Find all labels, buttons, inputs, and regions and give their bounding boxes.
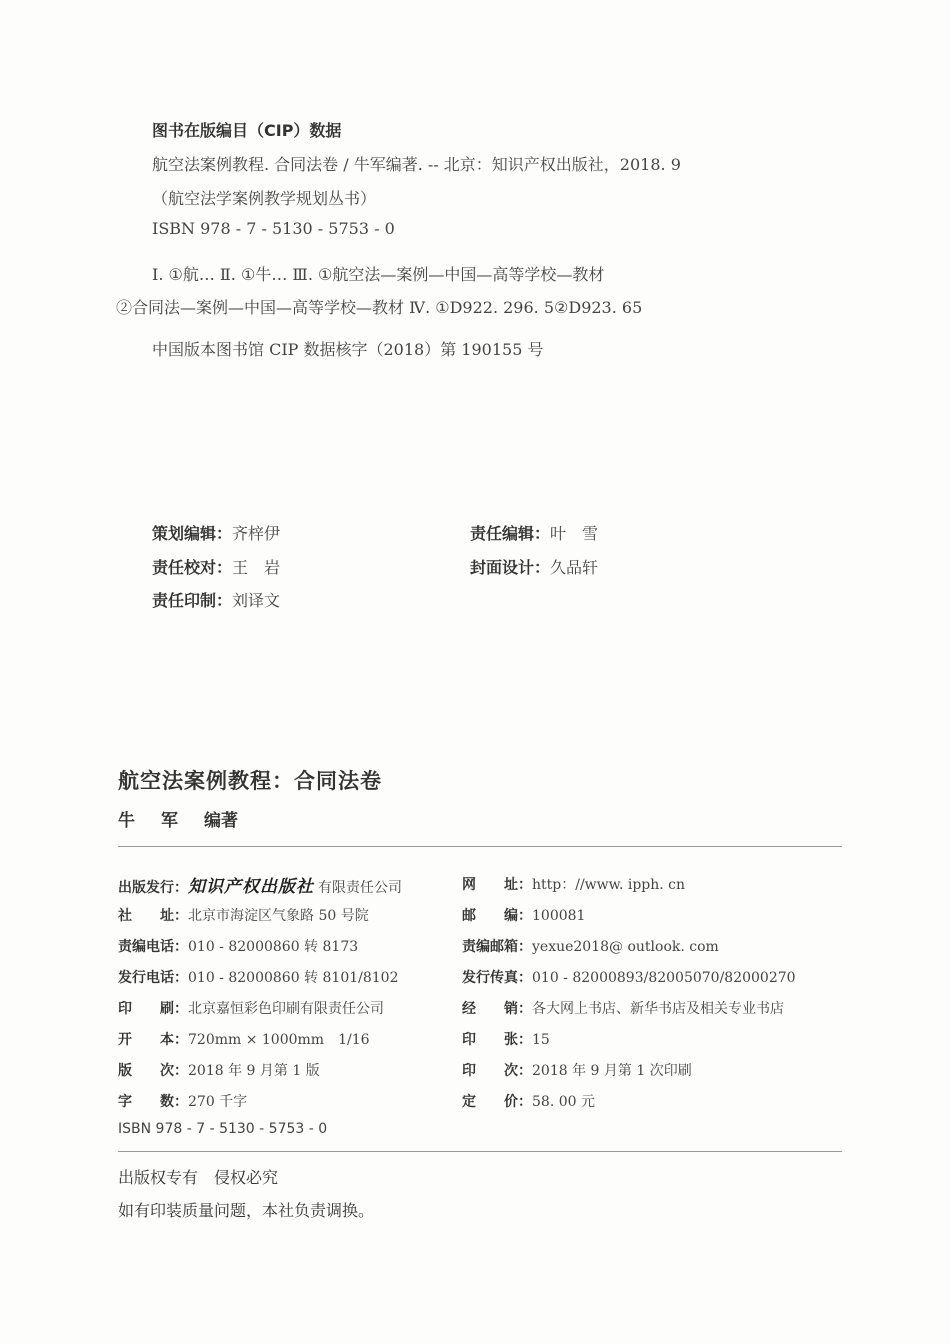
info-postcode-label: 邮 编： [462,908,532,924]
info-editor-email [462,936,719,956]
book-author [118,806,264,831]
info-dist-phone-value: 010 - 82000860 转 8101/8102 [188,970,399,986]
info-publisher-suffix: 有限责任公司 [318,880,402,896]
staff-planner-value: 齐梓伊 [232,524,281,543]
info-format [118,1029,370,1049]
staff-proof [152,555,280,578]
info-dist-fax-value: 010 - 82000893/82005070/82000270 [532,970,796,986]
cip-line-2: （航空法学案例教学规划丛书） [152,189,377,208]
divider-top [118,846,842,847]
staff-cover [470,555,598,578]
divider-bottom [118,1151,842,1152]
info-dist-phone [118,967,399,987]
info-impression [462,1060,692,1080]
staff-cover-value: 久品轩 [550,558,599,577]
author-char-1: 牛 [118,811,135,831]
info-seller-label: 经 销： [462,1001,532,1017]
info-seller-value: 各大网上书店、新华书店及相关专业书店 [532,1001,784,1017]
info-editor-phone [118,936,358,956]
info-format-label: 开 本： [118,1032,188,1048]
staff-print [152,588,280,611]
info-web-label: 网 址： [462,877,532,893]
staff-print-label: 责任印制： [152,591,233,610]
info-edition-value: 2018 年 9 月第 1 版 [188,1063,320,1079]
info-price-label: 定 价： [462,1094,532,1110]
info-sheets-value: 15 [532,1032,550,1048]
staff-planner-label: 策划编辑： [152,524,233,543]
cip-title: 图书在版编目（CIP）数据 [152,121,342,140]
info-address-value: 北京市海淀区气象路 50 号院 [188,908,369,924]
info-words [118,1091,247,1111]
info-sheets [462,1029,550,1049]
isbn-bottom: ISBN 978 - 7 - 5130 - 5753 - 0 [118,1121,328,1137]
quality-notice: 如有印装质量问题，本社负责调换。 [118,1201,375,1220]
info-postcode [462,905,585,925]
info-impression-label: 印 次： [462,1063,532,1079]
staff-editor-label: 责任编辑： [470,524,551,543]
info-dist-fax [462,967,796,987]
info-printer-value: 北京嘉恒彩色印刷有限责任公司 [188,1001,384,1017]
staff-print-value: 刘译文 [232,591,281,610]
info-printer-label: 印 刷： [118,1001,188,1017]
cip-isbn: ISBN 978 - 7 - 5130 - 5753 - 0 [152,219,395,238]
info-publisher [118,872,402,897]
publisher-logo: 知识产权出版社 [188,877,314,897]
info-dist-phone-label: 发行电话： [118,970,188,986]
info-format-value: 720mm × 1000mm 1/16 [188,1032,370,1048]
info-postcode-value: 100081 [532,908,586,924]
info-editor-phone-label: 责编电话： [118,939,188,955]
author-char-2: 军 [161,811,178,831]
info-web-value: http：//www. ipph. cn [532,877,686,893]
info-edition-label: 版 次： [118,1063,188,1079]
info-printer [118,998,384,1018]
cip-classification-2: ②合同法—案例—中国—高等学校—教材 Ⅳ. ①D922. 296. 5②D923. 65 [116,298,643,317]
info-words-label: 字 数： [118,1094,188,1110]
staff-proof-label: 责任校对： [152,558,233,577]
info-editor-email-label: 责编邮箱： [462,939,532,955]
info-address-label: 社 址： [118,908,188,924]
staff-cover-label: 封面设计： [470,558,551,577]
info-publisher-label: 出版发行： [118,880,188,896]
info-editor-phone-value: 010 - 82000860 转 8173 [188,939,359,955]
info-words-value: 270 千字 [188,1094,248,1110]
staff-planner [152,521,280,544]
info-seller [462,998,784,1018]
info-price-value: 58. 00 元 [532,1094,595,1110]
info-address [118,905,369,925]
staff-editor [470,521,598,544]
info-web [462,874,685,894]
cip-classification-1: Ⅰ. ①航… Ⅱ. ①牛… Ⅲ. ①航空法—案例—中国—高等学校—教材 [152,265,605,284]
info-editor-email-value: yexue2018@ outlook. com [532,939,719,955]
book-title: 航空法案例教程：合同法卷 [118,769,382,793]
author-role: 编著 [204,811,238,831]
cip-line-1: 航空法案例教程. 合同法卷 / 牛军编著. -- 北京：知识产权出版社，2018. 9 [152,155,681,174]
info-dist-fax-label: 发行传真： [462,970,532,986]
info-sheets-label: 印 张： [462,1032,532,1048]
staff-editor-value: 叶 雪 [550,524,599,543]
copyright-notice: 出版权专有 侵权必究 [118,1168,279,1187]
info-edition [118,1060,320,1080]
info-price [462,1091,595,1111]
cip-record-number: 中国版本图书馆 CIP 数据核字（2018）第 190155 号 [152,340,544,359]
info-impression-value: 2018 年 9 月第 1 次印刷 [532,1063,692,1079]
staff-proof-value: 王 岩 [232,558,281,577]
